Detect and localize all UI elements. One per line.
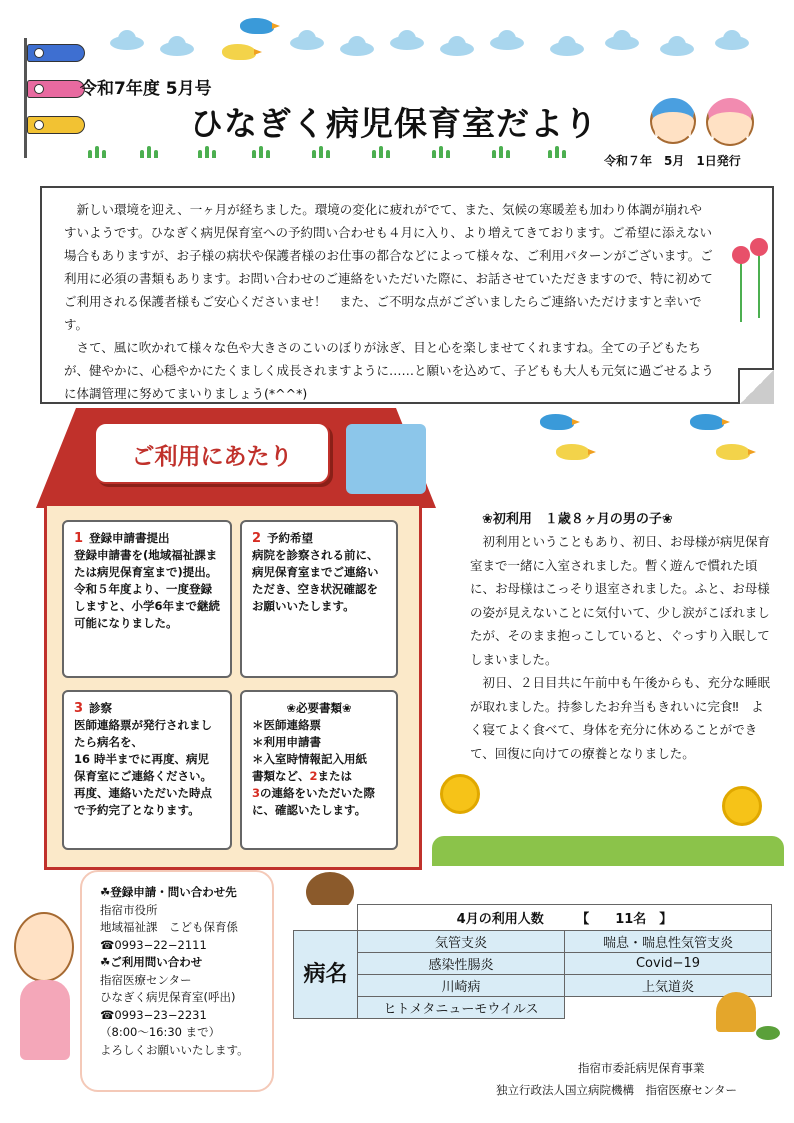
bird-icon	[690, 414, 724, 430]
cloud-icon	[110, 30, 144, 50]
step-number: 3	[74, 701, 84, 716]
step-body: 登録申請書を(地域福祉課または病児保育室まで)提出。	[74, 548, 218, 579]
girl-apron-icon	[20, 980, 70, 1060]
contact-card	[80, 870, 274, 1092]
step-heading: 診察	[89, 701, 113, 715]
dandelion-icon	[722, 786, 762, 826]
contact-line: 指宿医療センター	[100, 972, 192, 987]
children-illustration-icon	[346, 424, 426, 494]
disease-row-label: 病名	[294, 931, 358, 1019]
grass-icon	[370, 146, 392, 158]
step-body: 医師連絡票が発行されましたら病名を、	[74, 718, 212, 749]
usage-count-header: 4月の利用人数 【 11名 】	[358, 905, 772, 931]
carnation-icon	[732, 246, 750, 264]
dandelion-icon	[440, 774, 480, 814]
usage-card-4	[240, 690, 398, 850]
contact-line: 地域福祉課 こども保育係	[100, 920, 238, 934]
carnation-icon	[750, 238, 768, 256]
story-paragraph: 初利用ということもあり、初日、お母様が病児保育室まで一緒に入室されました。暫く遊んで慣れた頃に、お母様はこっそり退室されました。ふと、お母様の姿が見えないことに気付いて、少し涙がこぼれましたが、そのまま抱っこしていると、ぐっすり入眠してしまいました。	[470, 534, 771, 667]
contact-hours: （8:00〜16:30 まで）	[100, 1025, 221, 1039]
step-body: 令和５年度より、一度登録しますと、小学6年まで継続可能になりました。	[74, 582, 221, 630]
page-curl-decoration	[738, 368, 774, 404]
bird-icon	[716, 444, 750, 460]
step-number: 2	[252, 531, 262, 546]
documents-note: 書類など、2または 3の連絡をいただいた際に、確認いたします。	[252, 769, 376, 817]
bird-icon	[222, 44, 256, 60]
disease-cell: 喘息・喘息性気管支炎	[565, 931, 772, 953]
bird-icon	[556, 444, 590, 460]
intro-text	[64, 198, 714, 405]
grass-icon	[138, 146, 160, 158]
grass-icon	[310, 146, 332, 158]
contact-line: 指宿市役所	[100, 902, 158, 917]
cloud-icon	[440, 36, 474, 56]
story-title: ❀初利用 １歳８ヶ月の男の子❀	[482, 512, 673, 527]
step-heading: 予約希望	[267, 531, 314, 545]
disease-cell: ヒトメタニューモウイルス	[358, 997, 565, 1019]
contact-heading: ☘ご利用問い合わせ	[100, 955, 203, 969]
bird-icon	[240, 18, 274, 34]
step-body: 病院を診察される前に、病児保育室までご連絡いただき、空き状況確認をお願いいたします。	[252, 548, 379, 613]
document-item: ＊利用申請書	[252, 735, 321, 749]
carnation-stem-icon	[758, 252, 760, 318]
usage-stats-table	[293, 904, 772, 1019]
step-number: 1	[74, 531, 84, 546]
usage-title: ご利用にあたり	[131, 444, 293, 470]
cloud-icon	[605, 30, 639, 50]
cloud-icon	[490, 30, 524, 50]
bird-icon	[540, 414, 574, 430]
sponsor-line: 指宿市委託病児保育事業	[578, 1061, 705, 1075]
usage-card-1	[62, 520, 232, 678]
grass-icon	[430, 146, 452, 158]
kashiwa-mochi-icon	[756, 1026, 780, 1040]
disease-cell: Covid−19	[565, 953, 772, 975]
disease-cell: 川崎病	[358, 975, 565, 997]
grass-icon	[490, 146, 512, 158]
carp-streamer-icon	[27, 80, 85, 98]
intro-paragraph: さて、風に吹かれて様々な色や大きさのこいのぼりが泳ぎ、目と心を楽しませてくれますね。全ての子どもたちが、健やかに、心穏やかにたくましく成長されますように……と願いを込めて、子どもも大人も元気に過ごせるように体調管理に努めてまいりましょう(*^^*)	[64, 340, 714, 401]
step-body: 16 時半までに再度、病児保育室にご連絡ください。再度、連絡いただいた時点で予約完了となります。	[74, 752, 212, 817]
cloud-icon	[290, 30, 324, 50]
page-title: ひなぎく病児保育室だより	[190, 104, 598, 143]
usage-card-2	[240, 520, 398, 678]
grass-icon	[86, 146, 108, 158]
cloud-icon	[660, 36, 694, 56]
disease-cell: 感染性腸炎	[358, 953, 565, 975]
girl-illustration-icon	[14, 912, 74, 982]
contact-phone: ☎0993−22−2111	[100, 937, 207, 952]
cloud-icon	[715, 30, 749, 50]
document-item: ＊医師連絡票	[252, 718, 321, 732]
intro-box	[40, 186, 774, 404]
grass-icon	[250, 146, 272, 158]
usage-banner	[94, 422, 330, 484]
samurai-helmet-icon	[716, 992, 756, 1032]
disease-cell: 上気道炎	[565, 975, 772, 997]
carp-streamer-icon	[27, 116, 85, 134]
contact-closing: よろしくお願いいたします。	[100, 1042, 249, 1057]
story-text	[470, 530, 770, 765]
issue-label: 令和7年度 5月号	[80, 79, 212, 99]
disease-cell: 気管支炎	[358, 931, 565, 953]
carp-streamer-icon	[27, 44, 85, 62]
cloud-icon	[550, 36, 584, 56]
intro-paragraph: 新しい環境を迎え、一ヶ月が経ちました。環境の変化に疲れがでて、また、気候の寒暖差も加わり体調が崩れやすいようです。ひなぎく病児保育室への予約問い合わせも４月に入り、より増えてきております。ご希望に添えない場合もありますが、お子様の病状や保護者様のお仕事の都合などによって様々な、ご利用パターンがございます。ご利用に必須の書類もあります。お問い合わせのご連絡をいただいた際に、お話させていただきますので、特に初めてご利用される保護者様もご安心くださいませ！ また、ご不明な点がございましたらご連絡いただけますと幸いです。	[64, 202, 713, 332]
grass-icon	[546, 146, 568, 158]
contact-line: ひなぎく病児保育室(呼出)	[100, 990, 236, 1004]
boy-illustration-icon	[650, 98, 696, 144]
carnation-stem-icon	[740, 262, 742, 322]
contact-phone: ☎0993−23−2231	[100, 1007, 207, 1022]
girl-illustration-icon	[706, 98, 754, 146]
issue-date: 令和７年 5月 1日発行	[604, 154, 741, 168]
cloud-icon	[390, 30, 424, 50]
grass-field-icon	[432, 836, 784, 866]
sponsor-line: 独立行政法人国立病院機構 指宿医療センター	[496, 1083, 738, 1097]
cloud-icon	[160, 36, 194, 56]
usage-card-3	[62, 690, 232, 850]
grass-icon	[196, 146, 218, 158]
document-item: ＊入室時情報記入用紙	[252, 752, 367, 766]
contact-heading: ☘登録申請・問い合わせ先	[100, 885, 237, 899]
documents-heading: ❀必要書類❀	[286, 701, 352, 715]
cloud-icon	[340, 36, 374, 56]
story-paragraph: 初日、２日目共に午前中も午後からも、充分な睡眠が取れました。持参したお弁当もきれいに完食‼ よく寝てよく食べて、身体を充分に休めることができて、回復に向けての療養となりました。	[470, 675, 771, 761]
step-heading: 登録申請書提出	[89, 531, 170, 545]
